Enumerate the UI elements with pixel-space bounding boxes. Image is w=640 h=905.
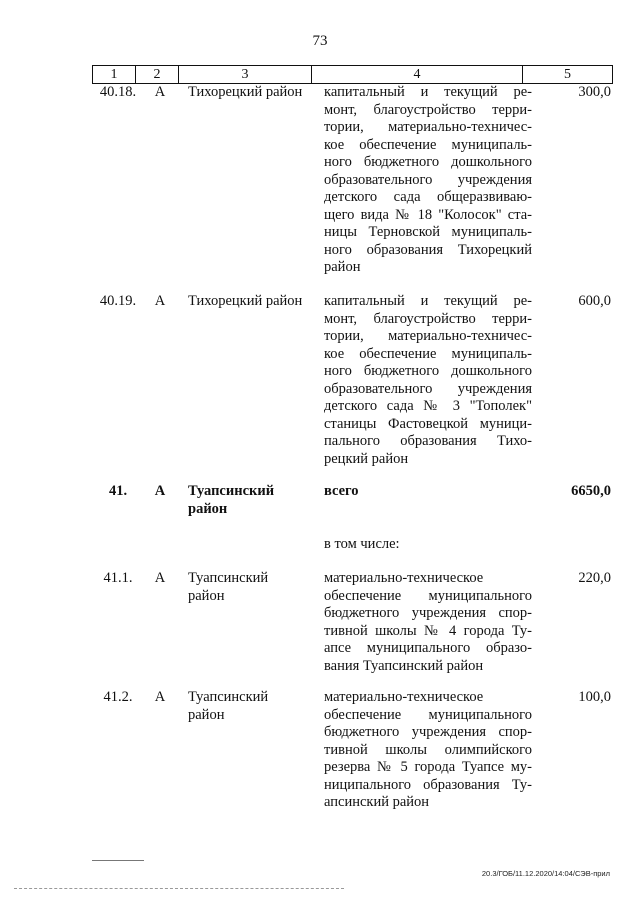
desc-line: образовательного учреждения	[324, 380, 532, 397]
row-amount: 600,0	[578, 293, 611, 309]
desc-line: монт, благоустройство терри-	[324, 101, 532, 118]
header-col-2: 2	[136, 66, 179, 83]
document-code: 20.3/ГОБ/11.12.2020/14:04/СЭВ-прил	[481, 869, 610, 878]
district-line: Туапсинский	[188, 483, 275, 499]
desc-line: образовательного учреждения	[324, 171, 532, 188]
desc-line: кое обеспечение муниципаль-	[324, 136, 532, 153]
header-col-4: 4	[312, 66, 523, 83]
desc-line: капитальный и текущий ре-	[324, 293, 532, 309]
row-amount: 300,0	[578, 84, 611, 100]
row-district	[188, 570, 316, 605]
row-district	[188, 483, 316, 518]
desc-line: тивной школы олимпийского	[324, 741, 532, 758]
row-letter: А	[154, 84, 166, 100]
header-col-5: 5	[564, 67, 571, 82]
desc-line: ного бюджетного дошкольного	[324, 154, 532, 170]
row-letter: А	[154, 689, 166, 705]
row-description	[324, 689, 532, 812]
desc-line: детского сада № 3 "Тополек"	[324, 398, 532, 414]
header-col-3: 3	[179, 66, 312, 83]
row-number: 40.18.	[99, 84, 137, 100]
desc-line: бюджетного учреждения спор-	[324, 605, 532, 621]
row-district: Тихорецкий район	[188, 293, 303, 309]
desc-line: ниципального образования Ту-	[324, 776, 532, 793]
desc-line: апсинский район	[324, 794, 430, 810]
desc-line: станицы Фастовецкой муници-	[324, 415, 532, 432]
scan-edge-line	[14, 888, 344, 889]
district-line: Туапсинский	[188, 689, 269, 705]
row-description	[324, 84, 532, 277]
desc-line: обеспечение муниципального	[324, 706, 532, 723]
desc-line: щего вида № 18 "Колосок" ста-	[324, 206, 532, 223]
district-line: район	[188, 587, 225, 604]
row-letter: А	[154, 293, 166, 309]
desc-line: вания Туапсинский район	[324, 657, 484, 674]
row-number: 41.	[108, 483, 128, 499]
footer-divider	[92, 860, 144, 861]
row-number: 41.1.	[103, 570, 133, 586]
table-header	[92, 65, 613, 84]
desc-line: резерва № 5 города Туапсе му-	[324, 759, 532, 775]
desc-line: капитальный и текущий ре-	[324, 84, 532, 100]
desc-line: всего	[324, 483, 359, 499]
desc-line: тивной школы № 4 города Ту-	[324, 622, 532, 639]
desc-line: детского сада общеразвиваю-	[324, 189, 532, 205]
row-description	[324, 536, 532, 554]
row-number: 41.2.	[103, 689, 133, 705]
page-number: 73	[312, 33, 328, 49]
row-district	[188, 689, 316, 724]
desc-line: ницы Терновской муниципаль-	[324, 224, 532, 240]
district-line: район	[188, 706, 225, 723]
row-letter: А	[154, 483, 166, 499]
desc-line: бюджетного учреждения спор-	[324, 724, 532, 740]
desc-line: тории, материально-техничес-	[324, 328, 532, 344]
desc-line: ного образования Тихорецкий	[324, 241, 532, 258]
desc-line: материально-техническое	[324, 570, 484, 586]
desc-line: кое обеспечение муниципаль-	[324, 345, 532, 362]
desc-line: монт, благоустройство терри-	[324, 310, 532, 327]
desc-line: пального образования Тихо-	[324, 433, 532, 449]
desc-line: тории, материально-техничес-	[324, 119, 532, 135]
row-district: Тихорецкий район	[188, 84, 303, 100]
row-amount: 220,0	[578, 570, 611, 586]
desc-line: рецкий район	[324, 450, 409, 467]
row-amount: 6650,0	[571, 483, 611, 499]
row-number: 40.19.	[99, 293, 137, 309]
desc-line: район	[324, 259, 361, 275]
desc-line: материально-техническое	[324, 689, 484, 705]
row-description	[324, 293, 532, 468]
row-letter: А	[154, 570, 166, 586]
desc-line: апсе муниципального образо-	[324, 640, 532, 656]
row-amount: 100,0	[578, 689, 611, 705]
desc-line: ного бюджетного дошкольного	[324, 363, 532, 379]
row-description	[324, 483, 532, 501]
district-line: Туапсинский	[188, 570, 269, 586]
desc-line: обеспечение муниципального	[324, 587, 532, 604]
row-description	[324, 570, 532, 675]
district-line: район	[188, 500, 228, 517]
desc-line: в том числе:	[324, 536, 400, 552]
header-col-1: 1	[93, 66, 136, 83]
